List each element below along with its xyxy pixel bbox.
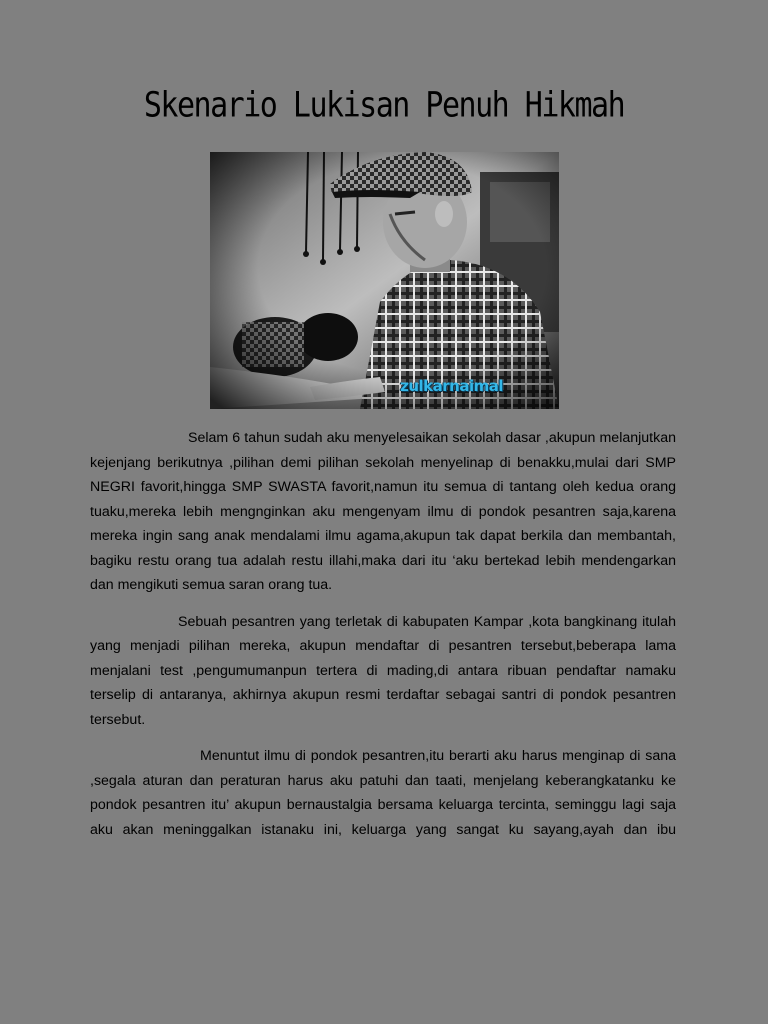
- body-text: [90, 426, 676, 854]
- paragraph-1: Selam 6 tahun sudah aku menyelesaikan sekolah dasar ,akupun melanjutkan kejenjang berikutnya ,pilihan demi pilihan sekolah menyelinap di benakku,mulai dari SMP NEGRI favorit,hingga SMP SWASTA favorit,namun itu semua di tantang oleh kedua orang tuaku,mereka lebih mengnginkan aku mengenyam ilmu di pondok pesantren saja,karena mereka ingin sang anak mendalami ilmu agama,akupun tak dapat berkila dan membantah, bagiku restu orang tua adalah restu illahi,maka dari itu ‘aku bertekad lebih mendengarkan dan mengikuti semua saran orang tua.: [90, 430, 676, 593]
- photo: [210, 152, 559, 409]
- photo-watermark: zulkarnaimal: [400, 377, 503, 395]
- photo-illustration: [210, 152, 559, 409]
- paragraph-3: Menuntut ilmu di pondok pesantren,itu berarti aku harus menginap di sana ,segala aturan dan peraturan harus aku patuhi dan taati, menjelang keberangkatanku ke pondok pesantren itu’ akupun bernaustalgia bersama keluarga tercinta, seminggu lagi saja aku akan meninggalkan istanaku ini, keluarga yang sangat ku sayang,ayah dan ibu: [90, 748, 676, 838]
- paragraph-2: Sebuah pesantren yang terletak di kabupaten Kampar ,kota bangkinang itulah yang menjadi pilihan mereka, akupun mendaftar di pesantren tersebut,beberapa lama menjalani test ,pengumumanpun tertera di mading,di antara ribuan pendaftar namaku terselip di antaranya, akhirnya akupun resmi terdaftar sebagai santri di pondok pesantren tersebut.: [90, 613, 676, 728]
- page-title: Skenario Lukisan Penuh Hikmah: [143, 85, 625, 126]
